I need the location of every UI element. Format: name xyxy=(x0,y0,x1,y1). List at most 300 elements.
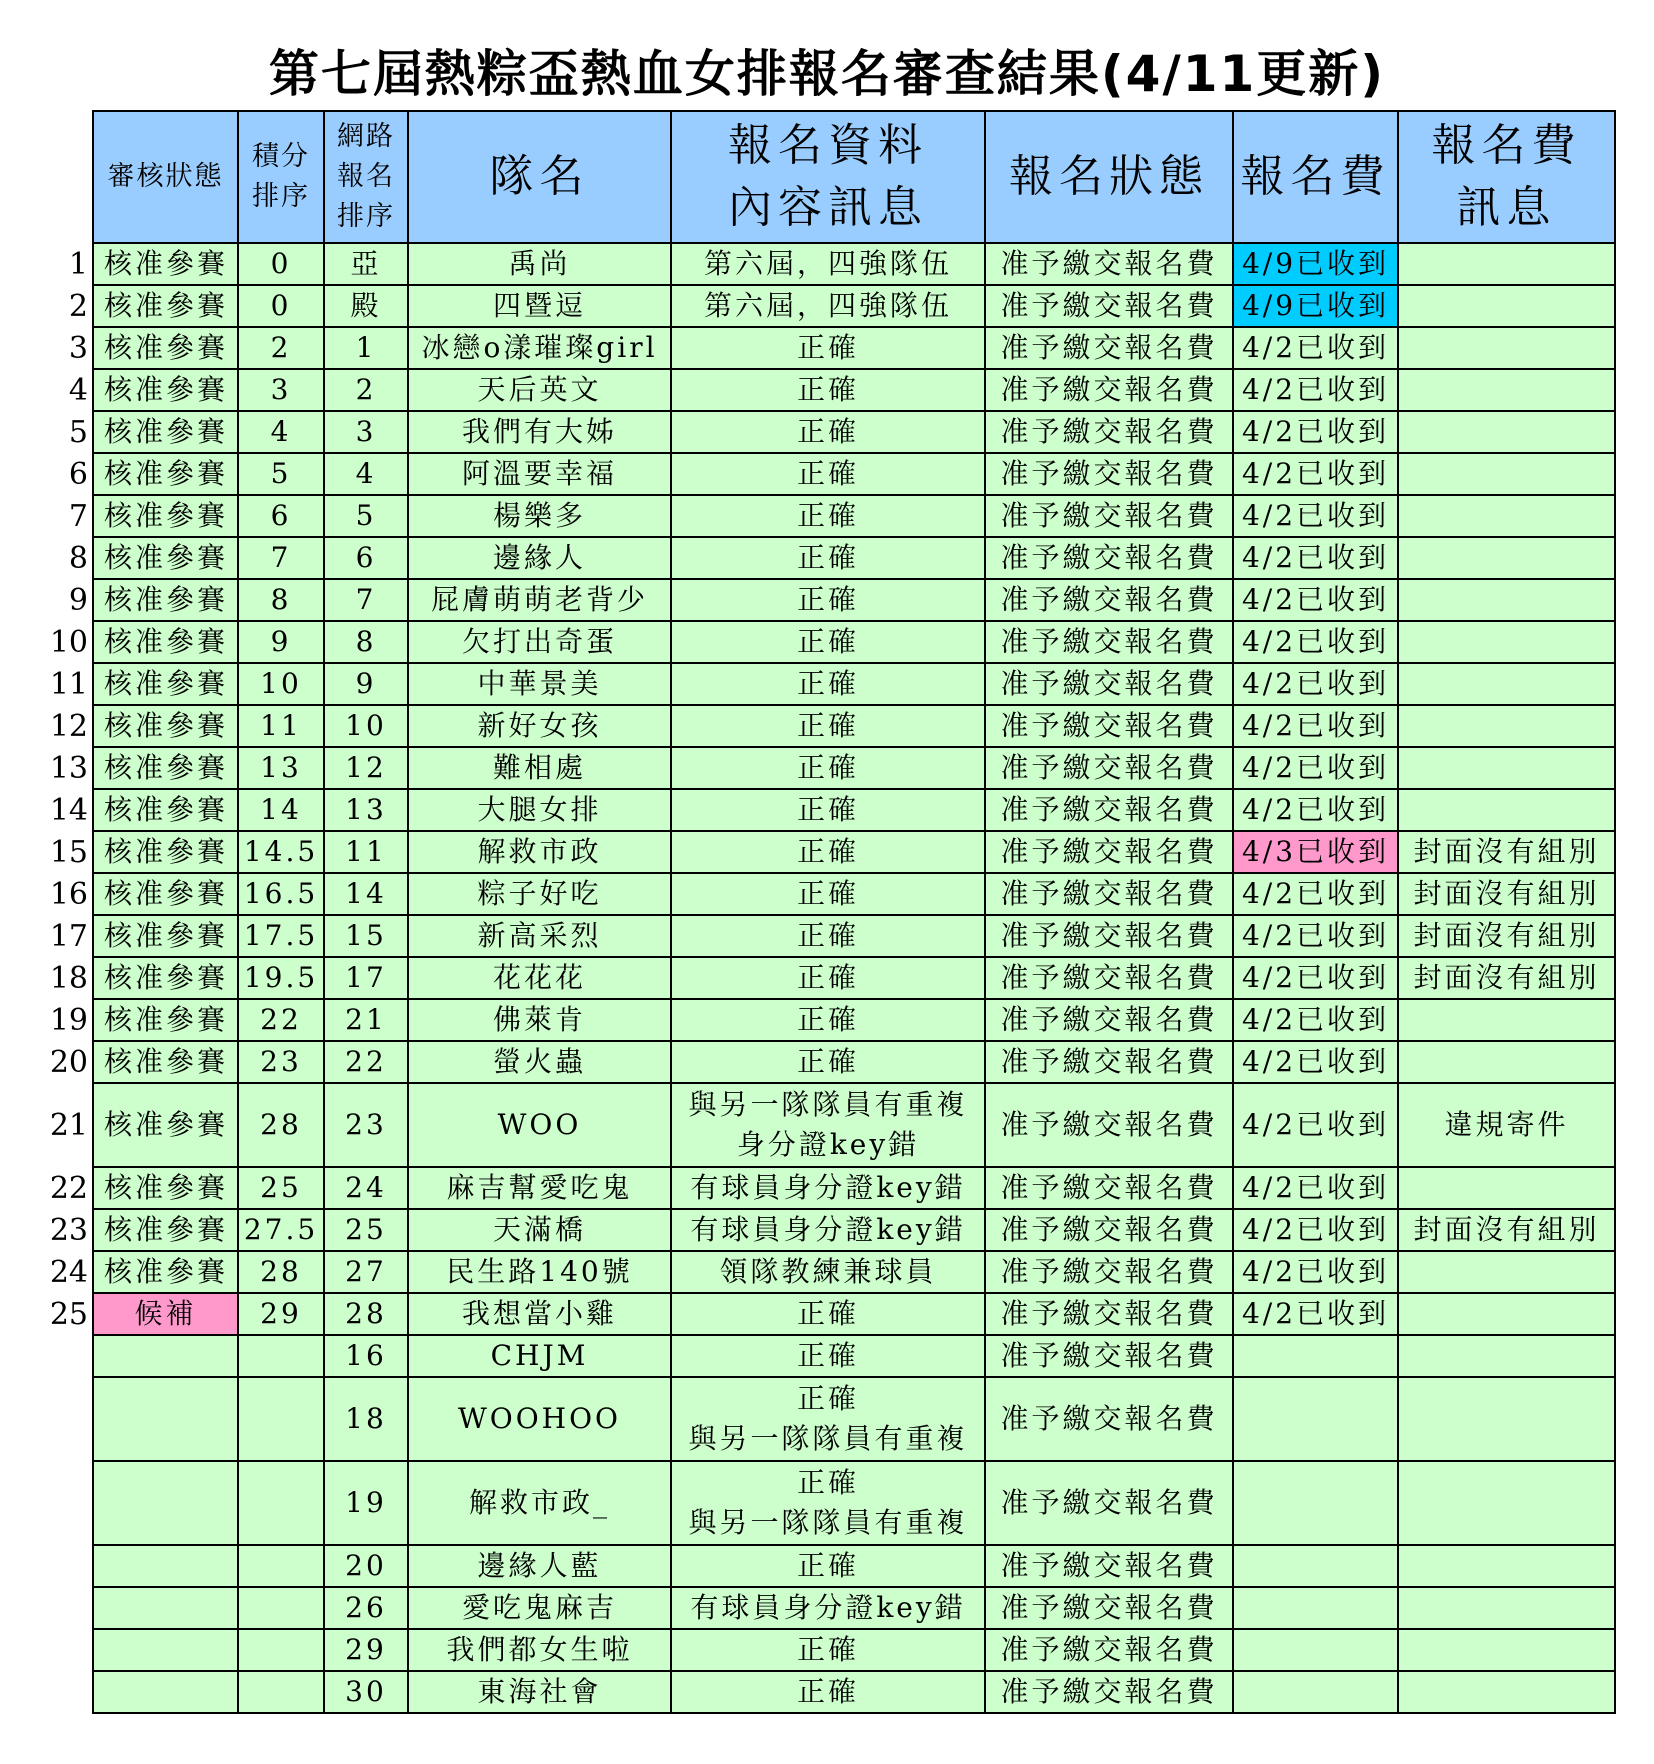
reg-status-cell: 准予繳交報名費 xyxy=(985,915,1233,957)
fee-info-cell: 封面沒有組別 xyxy=(1398,915,1615,957)
fee-info-cell xyxy=(1398,747,1615,789)
reg-status-cell: 准予繳交報名費 xyxy=(985,327,1233,369)
info-cell: 第六屆，四強隊伍 xyxy=(671,285,985,327)
score-rank-cell: 19.5 xyxy=(238,957,324,999)
reg-status-cell: 准予繳交報名費 xyxy=(985,1083,1233,1167)
status-cell: 核准參賽 xyxy=(93,663,238,705)
status-cell xyxy=(93,1545,238,1587)
score-rank-cell: 5 xyxy=(238,453,324,495)
fee-cell: 4/2已收到 xyxy=(1233,1167,1398,1209)
fee-cell: 4/2已收到 xyxy=(1233,1041,1398,1083)
fee-cell: 4/2已收到 xyxy=(1233,873,1398,915)
fee-cell: 4/2已收到 xyxy=(1233,1209,1398,1251)
row-number: 25 xyxy=(49,1297,88,1332)
header-fee: 報名費 xyxy=(1233,111,1398,243)
row-number: 17 xyxy=(49,919,88,954)
row-number: 16 xyxy=(49,877,88,912)
header-reg-status: 報名狀態 xyxy=(985,111,1233,243)
status-cell: 核准參賽 xyxy=(93,453,238,495)
online-rank-cell: 28 xyxy=(324,1293,408,1335)
info-cell: 正確 xyxy=(671,663,985,705)
team-name-cell: 禹尚 xyxy=(408,243,671,285)
row-number: 18 xyxy=(49,961,88,996)
score-rank-cell xyxy=(238,1629,324,1671)
team-name-cell: 大腿女排 xyxy=(408,789,671,831)
reg-status-cell: 准予繳交報名費 xyxy=(985,663,1233,705)
info-cell: 有球員身分證key錯 xyxy=(671,1167,985,1209)
table-row xyxy=(93,915,1615,957)
reg-status-cell: 准予繳交報名費 xyxy=(985,789,1233,831)
status-cell xyxy=(93,1377,238,1461)
fee-info-cell: 封面沒有組別 xyxy=(1398,831,1615,873)
team-name-cell: 粽子好吃 xyxy=(408,873,671,915)
score-rank-cell: 14 xyxy=(238,789,324,831)
table-row xyxy=(93,495,1615,537)
status-cell: 核准參賽 xyxy=(93,1083,238,1167)
team-name-cell: 屁膚萌萌老背少 xyxy=(408,579,671,621)
fee-info-cell xyxy=(1398,453,1615,495)
score-rank-cell: 4 xyxy=(238,411,324,453)
fee-info-cell xyxy=(1398,495,1615,537)
table-row xyxy=(93,243,1615,285)
fee-cell: 4/2已收到 xyxy=(1233,621,1398,663)
team-name-cell: 民生路140號 xyxy=(408,1251,671,1293)
fee-info-cell xyxy=(1398,705,1615,747)
fee-cell: 4/2已收到 xyxy=(1233,1251,1398,1293)
team-name-cell: 愛吃鬼麻吉 xyxy=(408,1587,671,1629)
online-rank-cell: 4 xyxy=(324,453,408,495)
team-name-cell: 我想當小雞 xyxy=(408,1293,671,1335)
score-rank-cell: 28 xyxy=(238,1083,324,1167)
info-cell: 正確 xyxy=(671,957,985,999)
online-rank-cell: 2 xyxy=(324,369,408,411)
reg-status-cell: 准予繳交報名費 xyxy=(985,579,1233,621)
status-cell: 候補 xyxy=(93,1293,238,1335)
table-row xyxy=(93,1671,1615,1713)
info-cell: 正確 xyxy=(671,579,985,621)
row-number: 1 xyxy=(68,247,88,282)
status-cell: 核准參賽 xyxy=(93,243,238,285)
score-rank-cell: 29 xyxy=(238,1293,324,1335)
fee-cell: 4/2已收到 xyxy=(1233,789,1398,831)
status-cell: 核准參賽 xyxy=(93,873,238,915)
header-team: 隊名 xyxy=(408,111,671,243)
status-cell: 核准參賽 xyxy=(93,1041,238,1083)
score-rank-cell: 25 xyxy=(238,1167,324,1209)
team-name-cell: 新高采烈 xyxy=(408,915,671,957)
fee-info-cell xyxy=(1398,789,1615,831)
fee-cell: 4/2已收到 xyxy=(1233,495,1398,537)
score-rank-cell xyxy=(238,1335,324,1377)
reg-status-cell: 准予繳交報名費 xyxy=(985,1209,1233,1251)
team-name-cell: 天滿橋 xyxy=(408,1209,671,1251)
table-row xyxy=(93,1083,1615,1167)
reg-status-cell: 准予繳交報名費 xyxy=(985,873,1233,915)
header-status: 審核狀態 xyxy=(93,111,238,243)
fee-info-cell xyxy=(1398,1671,1615,1713)
fee-cell: 4/2已收到 xyxy=(1233,705,1398,747)
score-rank-cell: 0 xyxy=(238,243,324,285)
table-row xyxy=(93,453,1615,495)
reg-status-cell: 准予繳交報名費 xyxy=(985,1461,1233,1545)
status-cell: 核准參賽 xyxy=(93,411,238,453)
fee-cell: 4/2已收到 xyxy=(1233,369,1398,411)
fee-info-cell: 違規寄件 xyxy=(1398,1083,1615,1167)
online-rank-cell: 22 xyxy=(324,1041,408,1083)
status-cell xyxy=(93,1335,238,1377)
fee-cell: 4/2已收到 xyxy=(1233,1083,1398,1167)
table-row xyxy=(93,1629,1615,1671)
online-rank-cell: 8 xyxy=(324,621,408,663)
table-row xyxy=(93,1209,1615,1251)
online-rank-cell: 27 xyxy=(324,1251,408,1293)
reg-status-cell: 准予繳交報名費 xyxy=(985,957,1233,999)
table-row xyxy=(93,1335,1615,1377)
fee-info-cell xyxy=(1398,621,1615,663)
info-cell: 正確 與另一隊隊員有重複 xyxy=(671,1461,985,1545)
score-rank-cell: 27.5 xyxy=(238,1209,324,1251)
row-number: 4 xyxy=(68,373,88,408)
score-rank-cell: 16.5 xyxy=(238,873,324,915)
table-row xyxy=(93,537,1615,579)
row-number: 3 xyxy=(68,331,88,366)
team-name-cell: 新好女孩 xyxy=(408,705,671,747)
info-cell: 正確 xyxy=(671,705,985,747)
table-row xyxy=(93,1293,1615,1335)
status-cell: 核准參賽 xyxy=(93,957,238,999)
fee-info-cell xyxy=(1398,1629,1615,1671)
row-number: 15 xyxy=(49,835,88,870)
info-cell: 有球員身分證key錯 xyxy=(671,1209,985,1251)
table-row xyxy=(93,1041,1615,1083)
fee-cell xyxy=(1233,1461,1398,1545)
row-number: 24 xyxy=(49,1255,88,1290)
status-cell: 核准參賽 xyxy=(93,1167,238,1209)
table-row xyxy=(93,369,1615,411)
status-cell xyxy=(93,1671,238,1713)
team-name-cell: 四暨逗 xyxy=(408,285,671,327)
table-row xyxy=(93,1377,1615,1461)
fee-cell xyxy=(1233,1629,1398,1671)
score-rank-cell: 10 xyxy=(238,663,324,705)
online-rank-cell: 7 xyxy=(324,579,408,621)
registration-table xyxy=(92,110,1616,1714)
fee-info-cell xyxy=(1398,1461,1615,1545)
fee-info-cell xyxy=(1398,1545,1615,1587)
team-name-cell: 麻吉幫愛吃鬼 xyxy=(408,1167,671,1209)
fee-info-cell xyxy=(1398,327,1615,369)
online-rank-cell: 26 xyxy=(324,1587,408,1629)
info-cell: 正確 xyxy=(671,1671,985,1713)
table-row xyxy=(93,579,1615,621)
fee-info-cell xyxy=(1398,999,1615,1041)
reg-status-cell: 准予繳交報名費 xyxy=(985,1545,1233,1587)
status-cell: 核准參賽 xyxy=(93,621,238,663)
table-row xyxy=(93,873,1615,915)
fee-info-cell xyxy=(1398,243,1615,285)
score-rank-cell: 17.5 xyxy=(238,915,324,957)
row-number: 6 xyxy=(68,457,88,492)
info-cell: 正確 xyxy=(671,1629,985,1671)
team-name-cell: 我們都女生啦 xyxy=(408,1629,671,1671)
info-cell: 領隊教練兼球員 xyxy=(671,1251,985,1293)
reg-status-cell: 准予繳交報名費 xyxy=(985,747,1233,789)
fee-info-cell xyxy=(1398,1167,1615,1209)
online-rank-cell: 16 xyxy=(324,1335,408,1377)
table-row xyxy=(93,957,1615,999)
online-rank-cell: 24 xyxy=(324,1167,408,1209)
reg-status-cell: 准予繳交報名費 xyxy=(985,621,1233,663)
fee-cell: 4/2已收到 xyxy=(1233,327,1398,369)
status-cell: 核准參賽 xyxy=(93,579,238,621)
info-cell: 正確 xyxy=(671,495,985,537)
team-name-cell: 邊緣人藍 xyxy=(408,1545,671,1587)
info-cell: 正確 xyxy=(671,1545,985,1587)
status-cell: 核准參賽 xyxy=(93,999,238,1041)
status-cell: 核准參賽 xyxy=(93,915,238,957)
online-rank-cell: 3 xyxy=(324,411,408,453)
score-rank-cell: 7 xyxy=(238,537,324,579)
row-number: 20 xyxy=(49,1045,88,1080)
fee-info-cell xyxy=(1398,1251,1615,1293)
fee-cell: 4/9已收到 xyxy=(1233,243,1398,285)
fee-cell: 4/2已收到 xyxy=(1233,411,1398,453)
row-number: 23 xyxy=(49,1213,88,1248)
row-number: 7 xyxy=(68,499,88,534)
table-row xyxy=(93,831,1615,873)
online-rank-cell: 9 xyxy=(324,663,408,705)
fee-cell: 4/2已收到 xyxy=(1233,453,1398,495)
row-number: 10 xyxy=(49,625,88,660)
team-name-cell: WOOHOO xyxy=(408,1377,671,1461)
reg-status-cell: 准予繳交報名費 xyxy=(985,1377,1233,1461)
row-number: 22 xyxy=(49,1171,88,1206)
reg-status-cell: 准予繳交報名費 xyxy=(985,411,1233,453)
online-rank-cell: 11 xyxy=(324,831,408,873)
header-online-rank: 網路 報名 排序 xyxy=(324,111,408,243)
fee-info-cell xyxy=(1398,1335,1615,1377)
table-row xyxy=(93,789,1615,831)
team-name-cell: 中華景美 xyxy=(408,663,671,705)
reg-status-cell: 准予繳交報名費 xyxy=(985,453,1233,495)
info-cell: 正確 xyxy=(671,831,985,873)
reg-status-cell: 准予繳交報名費 xyxy=(985,369,1233,411)
online-rank-cell: 29 xyxy=(324,1629,408,1671)
table-row xyxy=(93,747,1615,789)
status-cell xyxy=(93,1629,238,1671)
status-cell: 核准參賽 xyxy=(93,327,238,369)
score-rank-cell: 11 xyxy=(238,705,324,747)
online-rank-cell: 18 xyxy=(324,1377,408,1461)
online-rank-cell: 20 xyxy=(324,1545,408,1587)
status-cell: 核准參賽 xyxy=(93,705,238,747)
online-rank-cell: 10 xyxy=(324,705,408,747)
score-rank-cell: 22 xyxy=(238,999,324,1041)
online-rank-cell: 23 xyxy=(324,1083,408,1167)
fee-cell: 4/2已收到 xyxy=(1233,915,1398,957)
header-info: 報名資料 內容訊息 xyxy=(671,111,985,243)
reg-status-cell: 准予繳交報名費 xyxy=(985,285,1233,327)
fee-info-cell xyxy=(1398,1293,1615,1335)
fee-cell: 4/2已收到 xyxy=(1233,747,1398,789)
page-title: 第七屆熱粽盃熱血女排報名審查結果(4/11更新) xyxy=(268,45,1386,103)
reg-status-cell: 准予繳交報名費 xyxy=(985,1587,1233,1629)
score-rank-cell: 28 xyxy=(238,1251,324,1293)
score-rank-cell: 6 xyxy=(238,495,324,537)
status-cell xyxy=(93,1587,238,1629)
reg-status-cell: 准予繳交報名費 xyxy=(985,537,1233,579)
score-rank-cell xyxy=(238,1377,324,1461)
row-number: 11 xyxy=(49,667,88,702)
score-rank-cell: 3 xyxy=(238,369,324,411)
fee-cell xyxy=(1233,1335,1398,1377)
fee-cell xyxy=(1233,1545,1398,1587)
fee-cell xyxy=(1233,1671,1398,1713)
fee-cell: 4/2已收到 xyxy=(1233,957,1398,999)
row-number: 19 xyxy=(49,1003,88,1038)
status-cell: 核准參賽 xyxy=(93,789,238,831)
info-cell: 正確 xyxy=(671,1293,985,1335)
fee-cell xyxy=(1233,1377,1398,1461)
team-name-cell: 花花花 xyxy=(408,957,671,999)
status-cell: 核准參賽 xyxy=(93,1251,238,1293)
reg-status-cell: 准予繳交報名費 xyxy=(985,705,1233,747)
table-row xyxy=(93,621,1615,663)
status-cell: 核准參賽 xyxy=(93,1209,238,1251)
reg-status-cell: 准予繳交報名費 xyxy=(985,831,1233,873)
team-name-cell: 阿溫要幸福 xyxy=(408,453,671,495)
fee-info-cell xyxy=(1398,369,1615,411)
score-rank-cell xyxy=(238,1587,324,1629)
info-cell: 有球員身分證key錯 xyxy=(671,1587,985,1629)
status-cell: 核准參賽 xyxy=(93,285,238,327)
row-number: 12 xyxy=(49,709,88,744)
fee-cell xyxy=(1233,1587,1398,1629)
table-row xyxy=(93,285,1615,327)
fee-info-cell xyxy=(1398,1041,1615,1083)
info-cell: 正確 xyxy=(671,453,985,495)
team-name-cell: 邊緣人 xyxy=(408,537,671,579)
online-rank-cell: 6 xyxy=(324,537,408,579)
online-rank-cell: 13 xyxy=(324,789,408,831)
team-name-cell: WOO xyxy=(408,1083,671,1167)
team-name-cell: 楊樂多 xyxy=(408,495,671,537)
header-score-rank: 積分 排序 xyxy=(238,111,324,243)
fee-cell: 4/3已收到 xyxy=(1233,831,1398,873)
fee-cell: 4/2已收到 xyxy=(1233,1293,1398,1335)
fee-cell: 4/2已收到 xyxy=(1233,999,1398,1041)
score-rank-cell xyxy=(238,1461,324,1545)
reg-status-cell: 准予繳交報名費 xyxy=(985,1629,1233,1671)
score-rank-cell: 0 xyxy=(238,285,324,327)
info-cell: 正確 xyxy=(671,369,985,411)
online-rank-cell: 亞 xyxy=(324,243,408,285)
fee-info-cell xyxy=(1398,1377,1615,1461)
table-row xyxy=(93,1251,1615,1293)
online-rank-cell: 25 xyxy=(324,1209,408,1251)
info-cell: 正確 xyxy=(671,873,985,915)
score-rank-cell: 2 xyxy=(238,327,324,369)
score-rank-cell: 14.5 xyxy=(238,831,324,873)
row-number: 8 xyxy=(68,541,88,576)
fee-cell: 4/2已收到 xyxy=(1233,537,1398,579)
reg-status-cell: 准予繳交報名費 xyxy=(985,1041,1233,1083)
score-rank-cell: 9 xyxy=(238,621,324,663)
score-rank-cell: 8 xyxy=(238,579,324,621)
info-cell: 正確 xyxy=(671,411,985,453)
table-row xyxy=(93,1167,1615,1209)
team-name-cell: 天后英文 xyxy=(408,369,671,411)
header-fee-info: 報名費 訊息 xyxy=(1398,111,1615,243)
fee-info-cell xyxy=(1398,537,1615,579)
online-rank-cell: 19 xyxy=(324,1461,408,1545)
table-row xyxy=(93,327,1615,369)
team-name-cell: CHJM xyxy=(408,1335,671,1377)
info-cell: 正確 xyxy=(671,537,985,579)
info-cell: 正確 與另一隊隊員有重複 xyxy=(671,1377,985,1461)
online-rank-cell: 1 xyxy=(324,327,408,369)
table-body xyxy=(93,243,1615,1713)
status-cell: 核准參賽 xyxy=(93,495,238,537)
status-cell: 核准參賽 xyxy=(93,537,238,579)
score-rank-cell xyxy=(238,1545,324,1587)
online-rank-cell: 17 xyxy=(324,957,408,999)
info-cell: 與另一隊隊員有重複 身分證key錯 xyxy=(671,1083,985,1167)
reg-status-cell: 准予繳交報名費 xyxy=(985,1293,1233,1335)
row-number: 5 xyxy=(68,415,88,450)
team-name-cell: 難相處 xyxy=(408,747,671,789)
reg-status-cell: 准予繳交報名費 xyxy=(985,1167,1233,1209)
info-cell: 第六屆，四強隊伍 xyxy=(671,243,985,285)
reg-status-cell: 准予繳交報名費 xyxy=(985,495,1233,537)
team-name-cell: 我們有大姊 xyxy=(408,411,671,453)
online-rank-cell: 殿 xyxy=(324,285,408,327)
reg-status-cell: 准予繳交報名費 xyxy=(985,1671,1233,1713)
team-name-cell: 冰戀o漾璀璨girl xyxy=(408,327,671,369)
header-row xyxy=(93,111,1615,243)
fee-info-cell xyxy=(1398,1587,1615,1629)
online-rank-cell: 30 xyxy=(324,1671,408,1713)
table-row xyxy=(93,1545,1615,1587)
fee-cell: 4/2已收到 xyxy=(1233,579,1398,621)
online-rank-cell: 14 xyxy=(324,873,408,915)
row-number: 13 xyxy=(49,751,88,786)
table-row xyxy=(93,1461,1615,1545)
team-name-cell: 解救市政 xyxy=(408,831,671,873)
row-number: 21 xyxy=(49,1108,88,1143)
fee-info-cell xyxy=(1398,411,1615,453)
team-name-cell: 欠打出奇蛋 xyxy=(408,621,671,663)
fee-info-cell: 封面沒有組別 xyxy=(1398,957,1615,999)
info-cell: 正確 xyxy=(671,1041,985,1083)
fee-info-cell: 封面沒有組別 xyxy=(1398,1209,1615,1251)
score-rank-cell xyxy=(238,1671,324,1713)
online-rank-cell: 15 xyxy=(324,915,408,957)
online-rank-cell: 21 xyxy=(324,999,408,1041)
status-cell: 核准參賽 xyxy=(93,747,238,789)
status-cell: 核准參賽 xyxy=(93,369,238,411)
team-name-cell: 螢火蟲 xyxy=(408,1041,671,1083)
online-rank-cell: 5 xyxy=(324,495,408,537)
info-cell: 正確 xyxy=(671,999,985,1041)
team-name-cell: 東海社會 xyxy=(408,1671,671,1713)
fee-cell: 4/9已收到 xyxy=(1233,285,1398,327)
fee-info-cell xyxy=(1398,579,1615,621)
table-row xyxy=(93,663,1615,705)
score-rank-cell: 13 xyxy=(238,747,324,789)
info-cell: 正確 xyxy=(671,915,985,957)
row-number: 9 xyxy=(68,583,88,618)
